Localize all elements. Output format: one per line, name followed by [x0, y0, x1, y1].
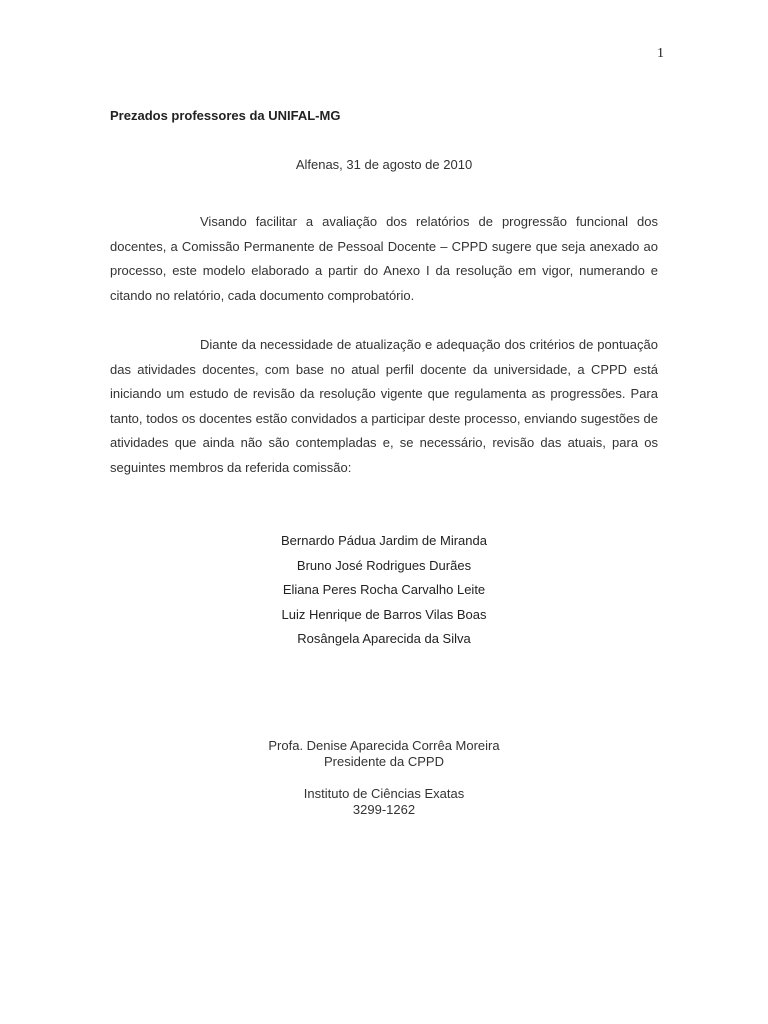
- institute-block: [0, 786, 768, 818]
- member-name: Eliana Peres Rocha Carvalho Leite: [282, 582, 486, 597]
- paragraph-revision: Diante da necessidade de atualização e adequação dos critérios de pontuação das atividades docentes, com base no atual perfil docente da universidade, a CPPD está iniciando um estudo de revisão da resolução vigente que regulamenta as progressões. Para tanto, todos os docentes estão convidados a participar deste processo, enviando sugestões de atividades que ainda não são contempladas e, se necessário, revisão das atuais, para os seguintes membros da referida comissão:: [110, 337, 658, 475]
- members-list: [0, 529, 768, 652]
- member-name: Rosângela Aparecida da Silva: [297, 631, 471, 646]
- member-name: Bruno José Rodrigues Durães: [296, 557, 472, 573]
- institute-phone: 3299-1262: [352, 802, 416, 817]
- date-line: Alfenas, 31 de agosto de 2010: [295, 157, 473, 172]
- member-name: Bernardo Pádua Jardim de Miranda: [281, 533, 487, 548]
- page-number: 1: [657, 46, 664, 61]
- signatory-role: Presidente da CPPD: [324, 754, 444, 769]
- institute-name: Instituto de Ciências Exatas: [303, 786, 465, 801]
- paragraph-evaluation: Visando facilitar a avaliação dos relatórios de progressão funcional dos docentes, a Comissão Permanente de Pessoal Docente – CPPD sugere que seja anexado ao processo, este modelo elaborado a partir do Anexo I da resolução em vigor, numerando e citando no relatório, cada documento comprobatório.: [110, 214, 658, 303]
- signature-block: [0, 738, 768, 770]
- salutation-heading: Prezados professores da UNIFAL-MG: [110, 108, 341, 123]
- member-name: Luiz Henrique de Barros Vilas Boas: [281, 606, 487, 622]
- signatory-name: Profa. Denise Aparecida Corrêa Moreira: [268, 738, 500, 753]
